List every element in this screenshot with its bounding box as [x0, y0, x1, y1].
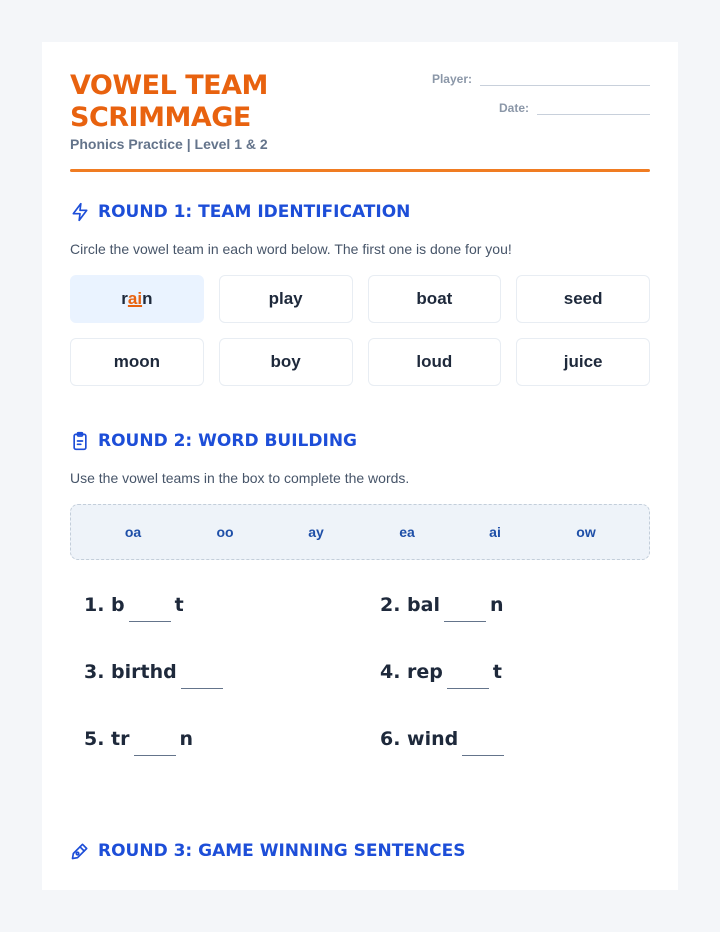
fill-in-item — [84, 658, 227, 683]
fill-in-item — [380, 658, 502, 683]
item-prefix: 6. wind — [380, 728, 459, 750]
date-field[interactable] — [499, 101, 650, 115]
fill-in-item — [84, 725, 193, 750]
answer-blank[interactable] — [444, 597, 486, 622]
round3-heading-text: ROUND 3: GAME WINNING SENTENCES — [98, 841, 466, 861]
bank-item: ea — [399, 524, 415, 540]
example-vowel-team: ai — [127, 289, 143, 308]
word-card[interactable]: juice — [516, 338, 650, 386]
word-card[interactable]: boy — [219, 338, 353, 386]
answer-blank[interactable] — [181, 664, 223, 689]
item-prefix: 5. tr — [84, 728, 130, 750]
word-card-example[interactable] — [70, 275, 204, 323]
bank-item: oo — [216, 524, 234, 540]
word-card[interactable]: moon — [70, 338, 204, 386]
player-field[interactable] — [432, 72, 650, 86]
worksheet-title: VOWEL TEAM SCRIMMAGE — [70, 70, 268, 133]
vowel-team-bank — [70, 504, 650, 560]
answer-blank[interactable] — [462, 731, 504, 756]
date-line[interactable] — [537, 102, 650, 115]
clipboard-icon — [70, 431, 90, 451]
bank-item: oa — [124, 524, 142, 540]
header-divider — [70, 169, 650, 172]
answer-blank[interactable] — [447, 664, 489, 689]
bank-item: ow — [576, 524, 596, 540]
round3-heading — [70, 841, 466, 861]
fill-in-item — [380, 725, 508, 750]
fill-in-item — [380, 591, 504, 616]
round1-heading-text: ROUND 1: TEAM IDENTIFICATION — [98, 202, 411, 222]
date-label: Date: — [498, 101, 529, 115]
item-suffix: t — [174, 594, 184, 616]
lightning-icon — [70, 202, 90, 222]
word-card[interactable]: loud — [368, 338, 502, 386]
round1-heading — [70, 202, 410, 222]
round2-heading — [70, 431, 357, 451]
item-suffix: n — [179, 728, 194, 750]
answer-blank[interactable] — [134, 731, 176, 756]
player-line[interactable] — [480, 73, 650, 86]
item-prefix: 3. birthd — [84, 661, 177, 683]
round2-heading-text: ROUND 2: WORD BUILDING — [98, 431, 358, 451]
answer-blank[interactable] — [129, 597, 171, 622]
word-card[interactable]: seed — [516, 275, 650, 323]
bank-item: ay — [308, 524, 324, 540]
item-prefix: 1. b — [84, 594, 125, 616]
word-card[interactable]: boat — [368, 275, 502, 323]
fill-in-item — [84, 591, 184, 616]
player-label: Player: — [431, 72, 472, 86]
item-suffix: n — [490, 594, 504, 616]
worksheet-page — [42, 42, 678, 890]
item-prefix: 2. bal — [380, 594, 440, 616]
worksheet-subtitle: Phonics Practice | Level 1 & 2 — [70, 136, 268, 152]
word-grid — [70, 275, 650, 386]
pen-icon — [70, 841, 90, 861]
example-word-start: r — [121, 289, 128, 308]
item-suffix: t — [492, 661, 503, 683]
item-prefix: 4. rep — [380, 661, 443, 683]
bank-item: ai — [489, 524, 501, 540]
word-card[interactable]: play — [219, 275, 353, 323]
round1-instructions: Circle the vowel team in each word below. The first one is done for you! — [70, 241, 512, 257]
example-word-end: n — [142, 289, 153, 308]
round2-instructions: Use the vowel teams in the box to complete the words. — [70, 470, 410, 486]
